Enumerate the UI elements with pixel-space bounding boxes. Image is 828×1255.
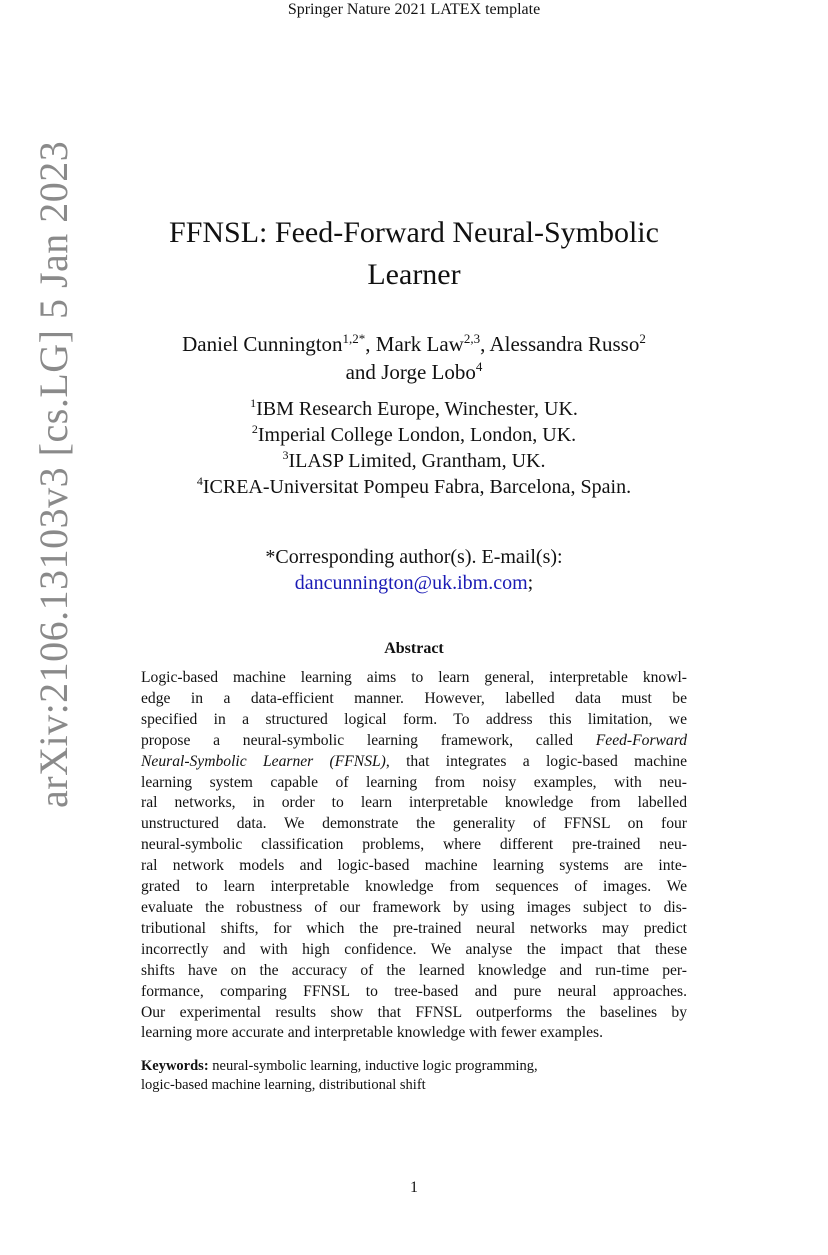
- abstract-line: [141, 982, 687, 1003]
- keywords-line-1: [141, 1057, 687, 1076]
- abstract-line: [141, 1003, 687, 1024]
- abstract-line-text: unstructured data. We demonstrate the generality of FFNSL on four: [141, 815, 687, 833]
- abstract-line: [141, 1023, 687, 1044]
- abstract-line-text: tributional shifts, for which the pre-trained neural networks may predict: [141, 919, 687, 937]
- running-header: [0, 1, 828, 19]
- abstract-line: [141, 668, 687, 689]
- abstract-line-text: , that integrates a logic-based machine: [385, 752, 687, 770]
- abstract-line: [141, 773, 687, 794]
- abstract-line: [141, 898, 687, 919]
- affiliation-item: [110, 448, 718, 474]
- abstract-line: [141, 856, 687, 877]
- abstract-line-text: neural-symbolic classification problems, where different pre-trained neu-: [141, 836, 687, 854]
- abstract-line-text: formance, comparing FFNSL to tree-based and pure neural approaches.: [141, 982, 687, 1000]
- arxiv-identifier-text: arXiv:2106.13103v3 [cs.LG] 5 Jan 2023: [31, 140, 76, 808]
- author-line-1: [110, 330, 718, 358]
- affiliation-text: IBM Research Europe, Winchester, UK.: [256, 398, 578, 420]
- title-line-1: FFNSL: Feed-Forward Neural-Symbolic: [169, 216, 659, 249]
- affiliation-number: 4: [196, 474, 203, 488]
- keywords-block: [141, 1057, 687, 1095]
- author-affiliation-mark: 1,2*: [342, 331, 366, 346]
- arxiv-identifier-stamp: [30, 141, 77, 808]
- abstract-line-text: learning more accurate and interpretable knowledge with fewer examples.: [141, 1024, 603, 1042]
- abstract-line: [141, 835, 687, 856]
- abstract-line: [141, 710, 687, 731]
- affiliation-item: [110, 422, 718, 448]
- abstract-line: [141, 731, 687, 752]
- author-list: [110, 330, 718, 386]
- author-conjunction: and: [345, 360, 376, 384]
- author-name: Daniel Cunnington: [182, 332, 343, 356]
- abstract-line-text: specified in a structured logical form. To address this limitation, we: [141, 710, 687, 728]
- abstract-line: [141, 877, 687, 898]
- abstract-line-text: learning system capable of learning from noisy examples, with neu-: [141, 773, 687, 791]
- affiliation-item: [110, 474, 718, 500]
- abstract-line: [141, 752, 687, 773]
- running-title: Springer Nature 2021 LATEX template: [287, 1, 541, 18]
- affiliation-number: 2: [251, 422, 258, 436]
- abstract-emphasis: Neural-Symbolic Learner (FFNSL): [141, 752, 386, 770]
- abstract-line-text: Logic-based machine learning aims to learn general, interpretable knowl-: [141, 669, 687, 686]
- abstract-line-text: ral network models and logic-based machine learning systems are inte-: [141, 857, 687, 875]
- abstract-emphasis: Feed-Forward: [595, 731, 687, 749]
- author-name: Alessandra Russo: [489, 332, 640, 356]
- abstract-line: [141, 919, 687, 940]
- author-separator: ,: [480, 332, 490, 356]
- author-line-2: [110, 358, 718, 386]
- corresponding-author-block: [110, 544, 718, 596]
- abstract-line: [141, 814, 687, 835]
- abstract-line-text: propose a neural-symbolic learning framework, called: [141, 731, 596, 749]
- corresponding-email-link[interactable]: dancunnington@uk.ibm.com: [294, 572, 528, 594]
- affiliation-text: ILASP Limited, Grantham, UK.: [288, 450, 546, 472]
- abstract-line-text: shifts have on the accuracy of the learned knowledge and run-time per-: [141, 961, 687, 979]
- abstract-heading: Abstract: [384, 640, 444, 657]
- abstract-line-text: evaluate the robustness of our framework by using images subject to dis-: [141, 898, 687, 916]
- affiliation-text: ICREA-Universitat Pompeu Fabra, Barcelona, Spain.: [202, 476, 632, 498]
- email-suffix: ;: [527, 572, 534, 594]
- title-line-2: Learner: [367, 258, 461, 291]
- abstract-line-text: incorrectly and with high confidence. We analyse the impact that these: [141, 940, 687, 958]
- affiliation-item: [110, 396, 718, 422]
- affiliation-number: 3: [282, 448, 289, 462]
- abstract-body: [141, 668, 687, 1044]
- abstract-line-text: ral networks, in order to learn interpretable knowledge from labelled: [141, 794, 687, 812]
- abstract-line-text: grated to learn interpretable knowledge from sequences of images. We: [141, 878, 687, 896]
- abstract-line: [141, 940, 687, 961]
- affiliation-text: Imperial College London, London, UK.: [257, 424, 577, 446]
- author-affiliation-mark: 4: [475, 359, 483, 374]
- author-affiliation-mark: 2,3: [463, 331, 481, 346]
- abstract-line-text: Our experimental results show that FFNSL outperforms the baselines by: [141, 1003, 687, 1021]
- affiliation-list: [110, 396, 718, 500]
- abstract-line-text: edge in a data-efficient manner. However, labelled data must be: [141, 689, 687, 707]
- keywords-text: neural-symbolic learning, inductive logic programming,: [208, 1058, 538, 1074]
- affiliation-number: 1: [250, 396, 257, 410]
- corresponding-label: *Corresponding author(s). E-mail(s):: [265, 546, 563, 568]
- abstract-line: [141, 689, 687, 710]
- page-number: 1: [410, 1179, 418, 1196]
- abstract-line: [141, 961, 687, 982]
- keywords-line-2: logic-based machine learning, distributional shift: [141, 1077, 426, 1093]
- keywords-label: Keywords:: [141, 1058, 209, 1074]
- author-name: Mark Law: [375, 332, 464, 356]
- author-affiliation-mark: 2: [639, 331, 646, 346]
- corresponding-email-line: [110, 570, 718, 596]
- paper-title: [140, 212, 688, 296]
- author-separator: ,: [365, 332, 376, 356]
- abstract-line: [141, 793, 687, 814]
- author-name: Jorge Lobo: [381, 360, 476, 384]
